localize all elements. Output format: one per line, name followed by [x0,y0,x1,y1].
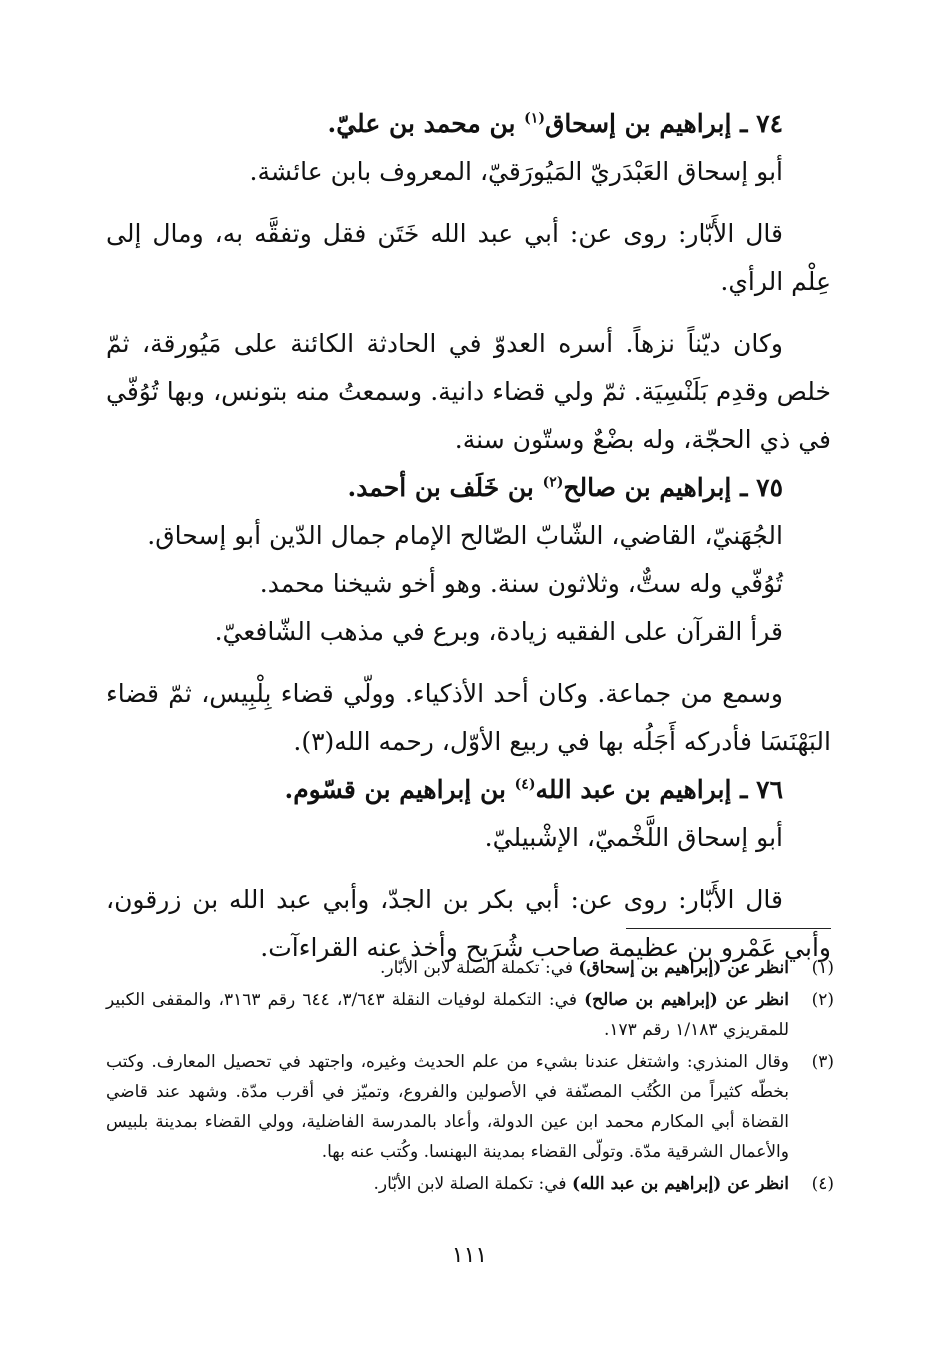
entry-heading: ٧٥ ـ إبراهيم بن صالح$^{(٢)}$ بن خَلَف بن أحمد. [347,473,783,502]
footnote [106,1047,834,1167]
footnote-text: انظر عن (إبراهيم بن عبد الله) في: تكملة الصلة لابن الأبّار. [373,1174,789,1194]
footnote-text: انظر عن (إبراهيم بن صالح) في: التكملة لوفيات النقلة ٣/٦٤٣، ٦٤٤ رقم ٣١٦٣، والمقفى الكبير للمقريزي ١/١٨٣ رقم ١٧٣. [106,990,789,1040]
footnote-text: انظر عن (إبراهيم بن إسحاق) في: تكملة الصلة لابن الأبّار. [379,958,789,978]
entry-line: تُوُفّي وله ستٌّ، وثلاثون سنة. وهو أخو شيخنا محمد. [259,569,783,598]
footnotes [106,953,834,1201]
entry-paragraph: وكان ديّناً نزهاً. أسره العدوّ في الحادثة الكائنة على مَيُورقة، ثمّ خلص وقدِم بَلَنْسِيَة. ثمّ ولي قضاء دانية. وسمعتُ منه بتونس، وبها تُوُفّي في ذي الحجّة، وله بضْعٌ وستّون سنة. [106,329,831,454]
entry-line: قرأ القرآن على الفقيه زيادة، وبرع في مذهب الشّافعيّ. [214,617,783,646]
entry-name-rest: بن خَلَف بن أحمد. [347,473,534,502]
entry-number: ٧٥ [756,473,783,502]
footnote-number: (١) [811,958,834,978]
entry-number: ٧٤ [756,109,783,138]
entry-paragraph: قال الأَبّار: روى عن: أبي عبد الله خَتَن فقل وتفقَّه به، ومال إلى عِلْم الرأي. [106,219,831,296]
footnote-number: (٤) [811,1174,834,1194]
entry-name-rest: بن إبراهيم بن قسّوم. [284,775,506,804]
entry-name: إبراهيم بن عبد الله [535,775,732,804]
entry-number: ٧٦ [756,775,783,804]
footnote [106,1169,834,1199]
footnote-number: (٣) [811,1052,834,1072]
entry-heading: ٧٤ ـ إبراهيم بن إسحاق$^{(١)}$ بن محمد بن عليّ. [327,109,783,138]
entry-line: الجُهَنيّ، القاضي، الشّابّ الصّالح الإمام جمال الدّين أبو إسحاق. [147,521,783,550]
entry-name: إبراهيم بن صالح [563,473,732,502]
footnote-separator [626,928,831,929]
entry-name-rest: بن محمد بن عليّ. [327,109,516,138]
footnote-ref[interactable]: (٤) [514,776,536,793]
footnote-number: (٢) [811,990,834,1010]
entry-paragraph: قال الأَبّار: روى عن: أبي بكر بن الجدّ، وأبي عبد الله بن زرقون، وأبي عَمْرو بن عظيمة صاحب شُرَيح وأخذ عنه القراءآت. [106,885,831,962]
entry-heading: ٧٦ ـ إبراهيم بن عبد الله$^{(٤)}$ بن إبراهيم بن قسّوم. [284,775,783,804]
footnote [106,953,834,983]
page-number: ١١١ [451,1243,488,1268]
footnote [106,985,834,1045]
footnote-ref[interactable]: (٢) [542,474,564,491]
entry-line: أبو إسحاق العَبْدَريّ المَيُورَقيّ، المعروف بابن عائشة. [249,157,783,186]
entry-name: إبراهيم بن إسحاق [544,109,732,138]
entry-line: أبو إسحاق اللَّخْميّ، الإشْبيليّ. [484,823,783,852]
footnote-text: وقال المنذري: واشتغل عندنا بشيء من علم الحديث وغيره، واجتهد في تحصيل المعارف. وكتب بخطّه كثيراً من الكُتُب المصنّفة في الأصولين والفروع، وتميّز في أقرب مدّة. وشهد عند قاضي القضاة أبي المكارم محمد ابن عين الدولة، وأعاد بالمدرسة الفاضلية، وولي القضاء بمدينة بلبيس والأعمال الشرقية مدّة. وتولّى القضاء بمدينة البهنسا. وكُتب عنه بها. [106,1052,789,1162]
entry-paragraph: وسمع من جماعة. وكان أحد الأذكياء. وولّي قضاء بِلْبِيس، ثمّ قضاء البَهْنَسَا فأدركه أَجَلُه بها في ربيع الأوّل، رحمه الله(٣). [106,679,831,756]
footnote-ref[interactable]: (١) [524,110,545,127]
main-text [106,100,831,972]
